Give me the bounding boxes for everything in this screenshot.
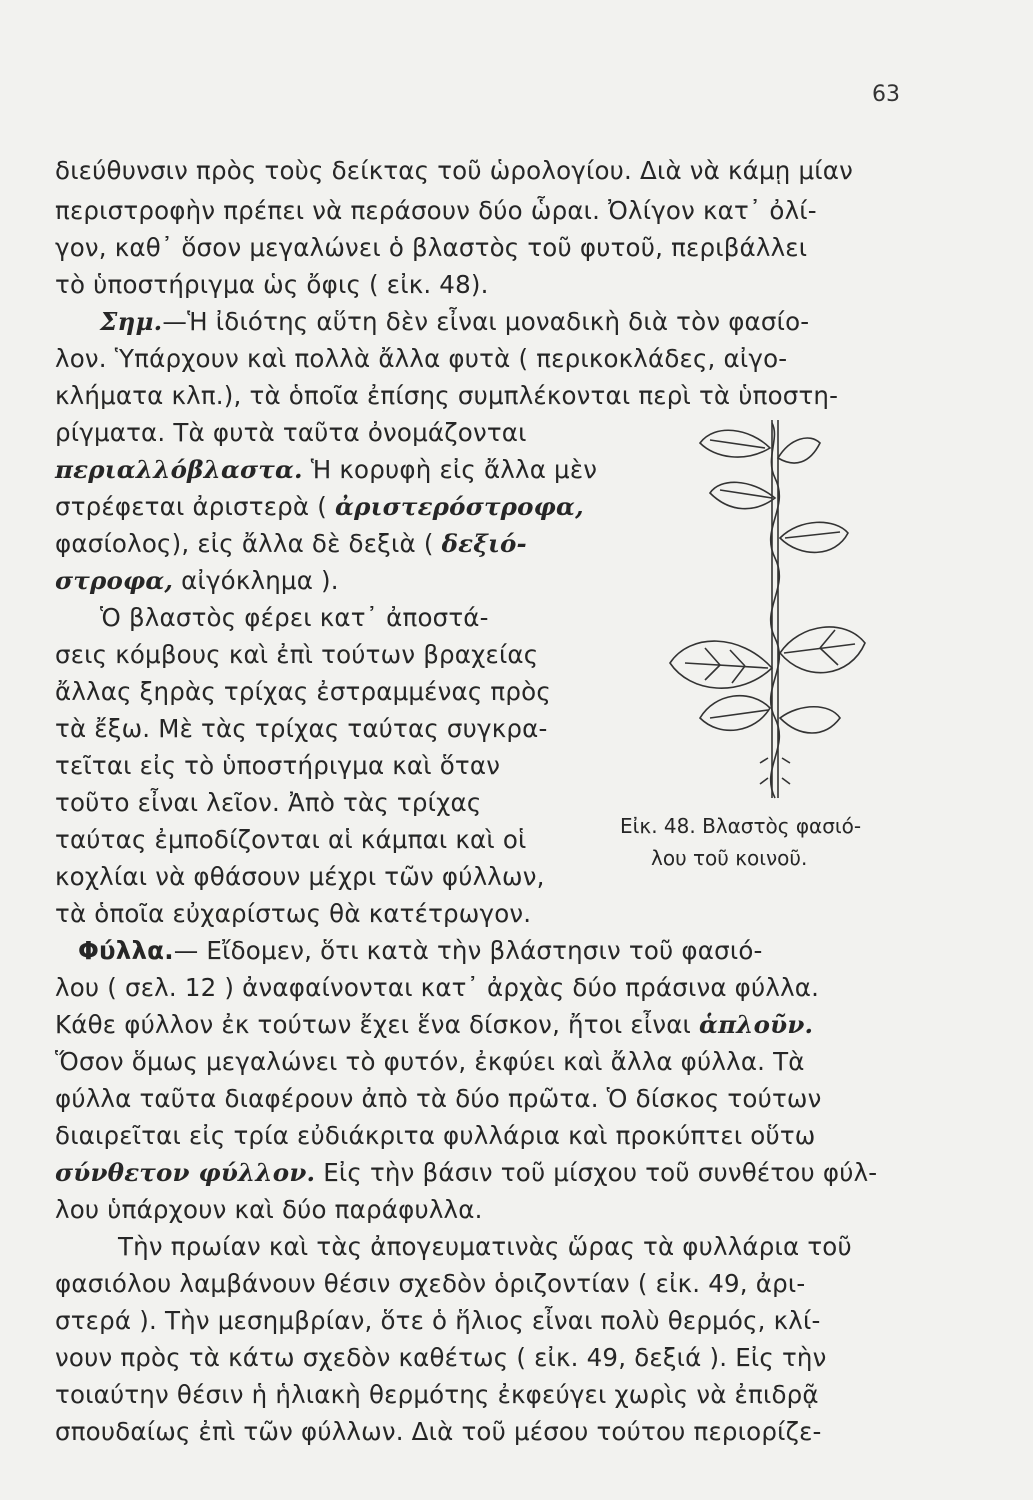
leaf [780, 707, 840, 733]
text-line: σεις κόμβους καὶ ἐπὶ τούτων βραχείας [55, 640, 539, 669]
text-line: Ὅσον ὅμως μεγαλώνει τὸ φυτόν, ἐκφύει καὶ ἄλλα φύλλα. Τὰ [55, 1047, 805, 1076]
text-line: ρίγματα. Τὰ φυτὰ ταῦτα ὀνομάζονται [55, 418, 527, 447]
text-span: φασίολος), εἰς ἄλλα δὲ δεξιὰ ( [55, 529, 442, 558]
text-line: τοῦτο εἶναι λεῖον. Ἀπὸ τὰς τρίχας [55, 788, 482, 817]
leaf [710, 482, 775, 508]
note-line [100, 307, 809, 337]
section-heading: Φύλλα. [78, 936, 174, 965]
text-line: σπουδαίως ἐπὶ τῶν φύλλων. Διὰ τοῦ μέσου τούτου περιορίζε- [55, 1417, 822, 1446]
term-aploun: ἁπλοῦν. [699, 1010, 814, 1039]
term-periallovlasta: περιαλλόβλαστα. [55, 455, 303, 484]
text-line [55, 492, 584, 522]
text-line: Τὴν πρωίαν καὶ τὰς ἀπογευματινὰς ὥρας τὰ φυλλάρια τοῦ [118, 1232, 852, 1261]
text-line: στερά ). Τὴν μεσημβρίαν, ὅτε ὁ ἥλιος εἶναι πολὺ θερμός, κλί- [55, 1306, 821, 1335]
text-line: ταύτας ἐμποδίζονται αἱ κάμπαι καὶ οἱ [55, 825, 527, 854]
text-line: τὰ ὁποῖα εὐχαρίστως θὰ κατέτρωγον. [55, 899, 532, 928]
text-line: νουν πρὸς τὰ κάτω σχεδὸν καθέτως ( εἰκ. 49, δεξιά ). Εἰς τὴν [55, 1343, 827, 1372]
text-line: λου ὑπάρχουν καὶ δύο παράφυλλα. [55, 1195, 483, 1224]
text-line [55, 1010, 813, 1040]
text-line: κλήματα κλπ.), τὰ ὁποῖα ἐπίσης συμπλέκονται περὶ τὰ ὑποστη- [55, 381, 839, 410]
leaf [778, 438, 820, 463]
figure-caption-line2: λου τοῦ κοινοῦ. [651, 846, 808, 870]
text-line: περιστροφὴν πρέπει νὰ περάσουν δύο ὧραι. Ὀλίγον κατ᾽ ὀλί- [55, 196, 817, 225]
term-strofa: στροφα, [55, 566, 174, 595]
term-syntheton-fyllon: σύνθετον φύλλον. [55, 1158, 316, 1187]
leaf [700, 696, 770, 731]
text-span: στρέφεται ἀριστερὰ ( [55, 492, 336, 521]
text-line: Ὁ βλαστὸς φέρει κατ᾽ ἀποστά- [100, 603, 489, 632]
text-line [55, 566, 339, 596]
text-line: γον, καθ᾽ ὅσον μεγαλώνει ὁ βλαστὸς τοῦ φυτοῦ, περιβάλλει [55, 233, 808, 262]
text-span: — Εἴδομεν, ὅτι κατὰ τὴν βλάστησιν τοῦ φασιό- [173, 936, 763, 965]
term-aristerostrofa: ἀριστερόστροφα, [335, 492, 584, 521]
note-label: Σημ. [100, 307, 163, 336]
text-line: κοχλίαι νὰ φθάσουν μέχρι τῶν φύλλων, [55, 862, 545, 891]
figure-caption-line1: Εἰκ. 48. Βλαστὸς φασιό- [620, 814, 862, 838]
text-span: Κάθε φύλλον ἐκ τούτων ἔχει ἕνα δίσκον, ἤτοι εἶναι [55, 1010, 700, 1039]
text-line: τοιαύτην θέσιν ἡ ἡλιακὴ θερμότης ἐκφεύγει χωρὶς νὰ ἐπιδρᾷ [55, 1380, 819, 1409]
text-span: αἰγόκλημα ). [173, 566, 339, 595]
text-line: ἄλλας ξηρὰς τρίχας ἐστραμμένας πρὸς [55, 677, 551, 706]
text-line: λον. Ὑπάρχουν καὶ πολλὰ ἄλλα φυτὰ ( περικοκλάδες, αἰγο- [55, 344, 788, 373]
text-line: τὸ ὑποστήριγμα ὡς ὄφις ( εἰκ. 48). [55, 270, 489, 299]
section-line [78, 936, 763, 966]
text-line [55, 455, 597, 485]
page-number: 63 [872, 82, 900, 107]
figure-bean-stem [660, 418, 900, 808]
text-line: τεῖται εἰς τὸ ὑποστήριγμα καὶ ὅταν [55, 751, 501, 780]
text-line: διεύθυνσιν πρὸς τοὺς δείκτας τοῦ ὡρολογίου. Διὰ νὰ κάμῃ μίαν [55, 156, 854, 185]
text-span: Εἰς τὴν βάσιν τοῦ μίσχου τοῦ συνθέτου φύλ- [315, 1158, 878, 1187]
text-line: τὰ ἔξω. Μὲ τὰς τρίχας ταύτας συγκρα- [55, 714, 548, 743]
text-line: φύλλα ταῦτα διαφέρουν ἀπὸ τὰ δύο πρῶτα. Ὁ δίσκος τούτων [55, 1084, 822, 1113]
text-line: διαιρεῖται εἰς τρία εὐδιάκριτα φυλλάρια καὶ προκύπτει οὕτω [55, 1121, 816, 1150]
text-line: φασιόλου λαμβάνουν θέσιν σχεδὸν ὁριζοντίαν ( εἰκ. 49, ἀρι- [55, 1269, 806, 1298]
text-line [55, 1158, 877, 1188]
text-line [55, 529, 527, 559]
text-span: Ἡ κορυφὴ εἰς ἄλλα μὲν [302, 455, 598, 484]
term-dexiostrofa: δεξιό- [441, 529, 527, 558]
note-text: —Ἡ ἰδιότης αὕτη δὲν εἶναι μοναδικὴ διὰ τὸν φασίο- [162, 307, 810, 336]
text-line: λου ( σελ. 12 ) ἀναφαίνονται κατ᾽ ἀρχὰς δύο πράσινα φύλλα. [55, 973, 820, 1002]
